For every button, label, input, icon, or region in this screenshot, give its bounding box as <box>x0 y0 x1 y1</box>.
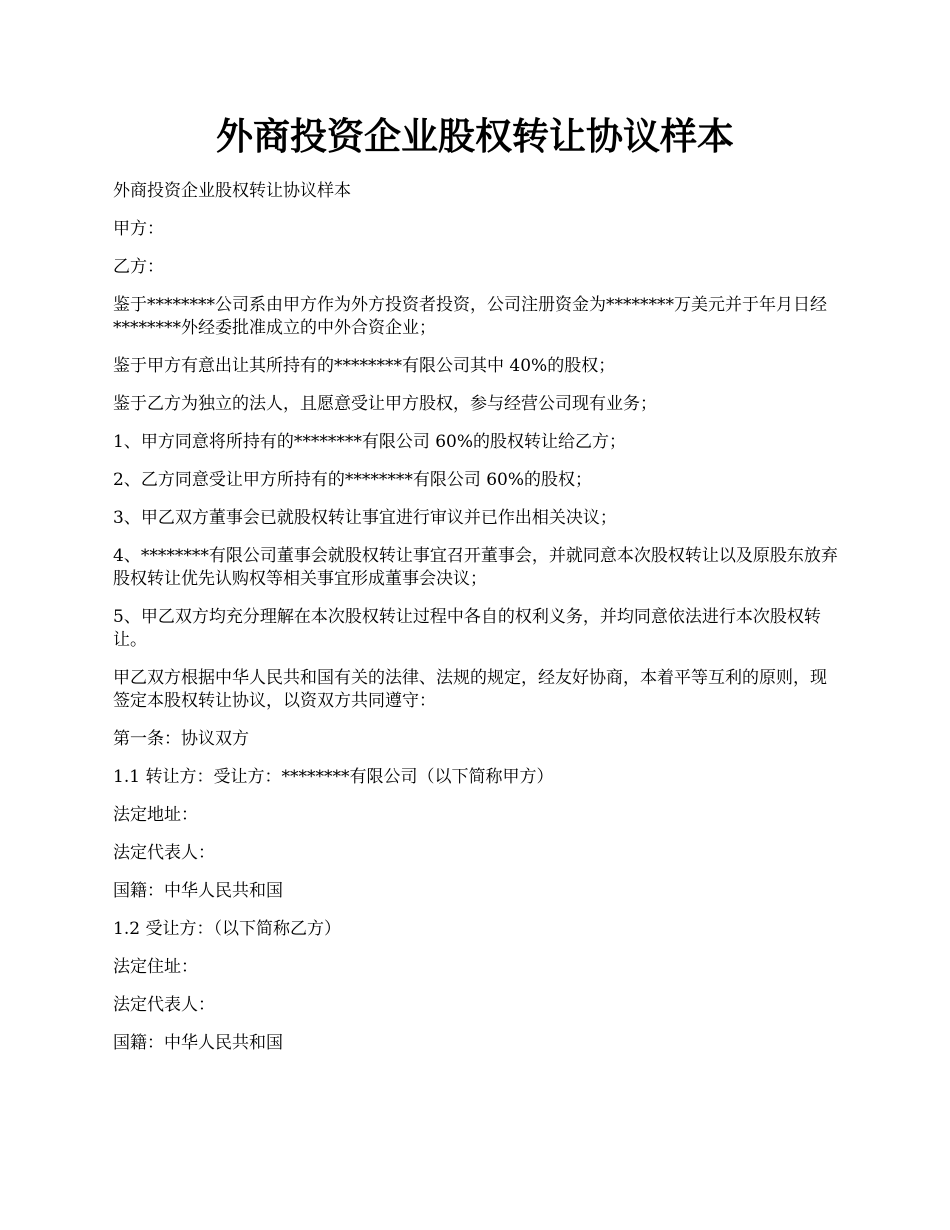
numbered-clause: 4、********有限公司董事会就股权转让事宜召开董事会，并就同意本次股权转让以及原股东放弃股权转让优先认购权等相关事宜形成董事会决议； <box>113 546 838 589</box>
field-line: 法定代表人： <box>113 843 215 863</box>
field-line: 国籍：中华人民共和国 <box>113 881 283 901</box>
recital-paragraph: 鉴于甲方有意出让其所持有的********有限公司其中 40%的股权； <box>113 356 616 376</box>
transferor-line: 1.1 转让方：受让方：********有限公司（以下简称甲方） <box>113 767 554 787</box>
document-title: 外商投资企业股权转让协议样本 <box>216 114 734 158</box>
party-a-line: 甲方： <box>113 219 164 239</box>
field-line: 法定住址： <box>113 957 198 977</box>
recital-paragraph: 鉴于乙方为独立的法人，且愿意受让甲方股权，参与经营公司现有业务； <box>113 394 657 414</box>
document-body <box>113 180 843 1070</box>
field-line: 法定地址： <box>113 805 198 825</box>
field-line: 法定代表人： <box>113 995 215 1015</box>
transferee-line: 1.2 受让方：（以下简称乙方） <box>113 919 341 939</box>
party-b-line: 乙方： <box>113 257 164 277</box>
numbered-clause: 2、乙方同意受让甲方所持有的********有限公司 60%的股权； <box>113 470 593 490</box>
article-heading: 第一条：协议双方 <box>113 729 249 749</box>
field-line: 国籍：中华人民共和国 <box>113 1033 283 1053</box>
preamble-paragraph: 甲乙双方根据中华人民共和国有关的法律、法规的规定，经友好协商，本着平等互利的原则，现签定本股权转让协议，以资双方共同遵守： <box>113 668 827 711</box>
recital-paragraph: 鉴于********公司系由甲方作为外方投资者投资，公司注册资金为********万美元并于年月日经********外经委批准成立的中外合资企业； <box>113 295 827 338</box>
numbered-clause: 1、甲方同意将所持有的********有限公司 60%的股权转让给乙方； <box>113 432 627 452</box>
subtitle-paragraph: 外商投资企业股权转让协议样本 <box>113 181 351 201</box>
numbered-clause: 5、甲乙双方均充分理解在本次股权转让过程中各自的权利义务，并均同意依法进行本次股权转让。 <box>113 607 821 650</box>
numbered-clause: 3、甲乙双方董事会已就股权转让事宜进行审议并已作出相关决议； <box>113 508 617 528</box>
